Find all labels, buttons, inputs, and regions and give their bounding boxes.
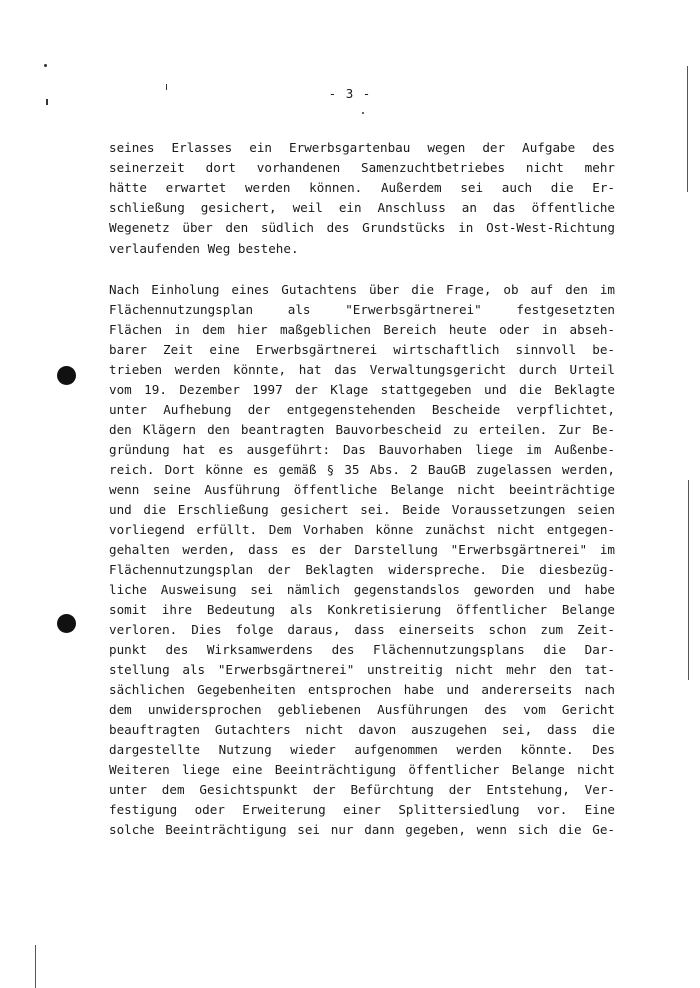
text-line: dem unwidersprochen gebliebenen Ausführungen des vom Gericht [109, 702, 615, 717]
text-line: dargestellte Nutzung wieder aufgenommen werden könnte. Des [109, 742, 615, 757]
text-line: punkt des Wirksamwerdens des Flächennutzungsplans die Dar- [109, 642, 615, 657]
text-line: verlaufenden Weg bestehe. [109, 241, 299, 256]
text-line: Flächennutzungsplan der Beklagten widerspreche. Die diesbezüg- [109, 562, 615, 577]
text-line: Nach Einholung eines Gutachtens über die Frage, ob auf den im [109, 282, 615, 297]
text-line: beauftragten Gutachters nicht davon auszugehen sei, dass die [109, 722, 615, 737]
text-line: Weiteren liege eine Beeinträchtigung öffentlicher Belange nicht [109, 762, 615, 777]
text-line: sächlichen Gegebenheiten entsprochen habe und andererseits nach [109, 682, 615, 697]
page-edge-line [688, 480, 689, 680]
text-line: wenn seine Ausführung öffentliche Belange nicht beeinträchtige [109, 482, 615, 497]
scan-speck [362, 112, 364, 114]
text-line: hätte erwartet werden können. Außerdem sei auch die Er- [109, 180, 615, 195]
scan-speck [44, 64, 47, 67]
text-line: gründung hat es ausgeführt: Das Bauvorhaben liege im Außenbe- [109, 442, 615, 457]
text-line: unter dem Gesichtspunkt der Befürchtung der Entstehung, Ver- [109, 782, 615, 797]
text-line: Flächennutzungsplan als "Erwerbsgärtnerei" festgesetzten [109, 302, 615, 317]
text-line: reich. Dort könne es gemäß § 35 Abs. 2 BauGB zugelassen werden, [109, 462, 615, 477]
text-line: trieben werden könnte, hat das Verwaltungsgericht durch Urteil [109, 362, 615, 377]
punch-hole [57, 366, 76, 385]
page-edge-line [687, 66, 688, 192]
text-line: schließung gesichert, weil ein Anschluss an das öffentliche [109, 200, 615, 215]
page-number: - 3 - [328, 86, 372, 101]
text-line: barer Zeit eine Erwerbsgärtnerei wirtschaftlich sinnvoll be- [109, 342, 615, 357]
text-line: seinerzeit dort vorhandenen Samenzuchtbetriebes nicht mehr [109, 160, 615, 175]
punch-hole [57, 614, 76, 633]
text-line: unter Aufhebung der entgegenstehenden Bescheide verpflichtet, [109, 402, 615, 417]
text-line: Flächen in dem hier maßgeblichen Bereich heute oder in abseh- [109, 322, 615, 337]
text-line: somit ihre Bedeutung als Konkretisierung öffentlicher Belange [109, 602, 615, 617]
text-line: verloren. Dies folge daraus, dass einerseits schon zum Zeit- [109, 622, 615, 637]
text-line: liche Ausweisung sei nämlich gegenstandslos geworden und habe [109, 582, 615, 597]
text-line: vom 19. Dezember 1997 der Klage stattgegeben und die Beklagte [109, 382, 615, 397]
text-line: stellung als "Erwerbsgärtnerei" unstreitig nicht mehr den tat- [109, 662, 615, 677]
text-line: gehalten werden, dass es der Darstellung "Erwerbsgärtnerei" im [109, 542, 615, 557]
page-edge-line [35, 945, 36, 988]
text-line: Wegenetz über den südlich des Grundstücks in Ost-West-Richtung [109, 220, 615, 235]
text-line: festigung oder Erweiterung einer Splittersiedlung vor. Eine [109, 802, 615, 817]
text-line: und die Erschließung gesichert sei. Beide Voraussetzungen seien [109, 502, 615, 517]
text-line: seines Erlasses ein Erwerbsgartenbau wegen der Aufgabe des [109, 140, 615, 155]
text-line: solche Beeinträchtigung sei nur dann gegeben, wenn sich die Ge- [109, 822, 615, 837]
text-line: den Klägern den beantragten Bauvorbescheid zu erteilen. Zur Be- [109, 422, 615, 437]
text-line: vorliegend erfüllt. Dem Vorhaben könne zunächst nicht entgegen- [109, 522, 615, 537]
